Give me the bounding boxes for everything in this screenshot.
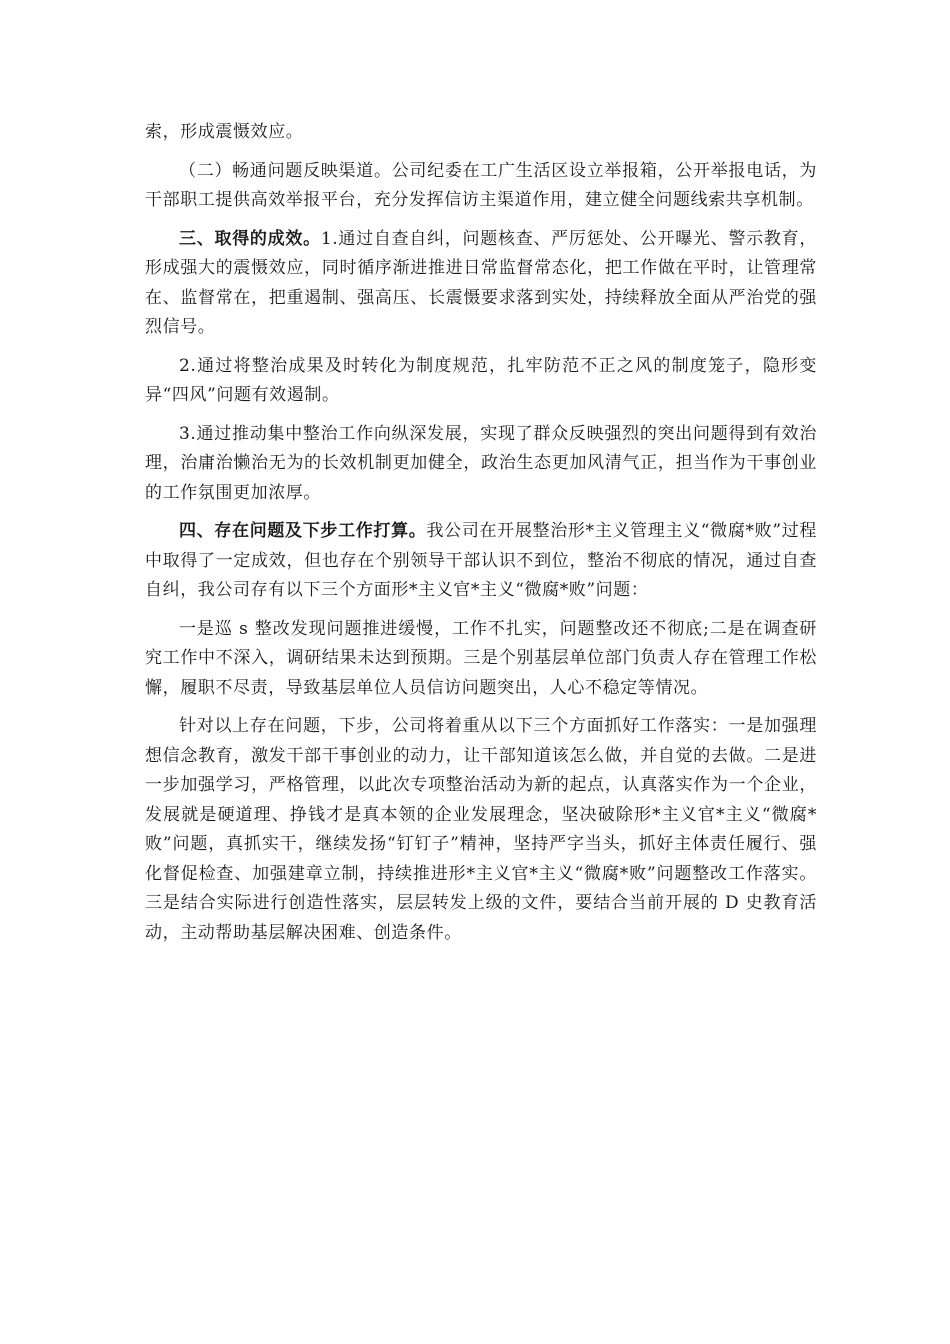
paragraph-achievement-2: [145, 352, 817, 411]
paragraph-text: 1.通过自查自纠，问题核查、严厉惩处、公开曝光、警示教育，形成强大的震慑效应，同时循序渐进推进日常监督常态化，把工作做在平时，让管理常在、监督常在，把重遏制、强高压、长震慑要求落到实处，持续释放全面从严治党的强烈信号。: [145, 228, 817, 337]
section-heading: 三、取得的成效。: [179, 228, 321, 249]
section-heading: 四、存在问题及下步工作打算。: [179, 521, 427, 541]
paragraph-problem-list: [145, 615, 817, 704]
paragraph-text: 3.通过推动集中整治工作向纵深发展，实现了群众反映强烈的突出问题得到有效治理，治庸治懒治无为的长效机制更加健全，政治生态更加风清气正，担当作为干事创业的工作氛围更加浓厚。: [145, 423, 817, 503]
paragraph-problems: [145, 517, 817, 606]
document-body: [145, 118, 817, 957]
paragraph-reporting-channels: [145, 157, 817, 216]
paragraph-text: 我公司在开展整治形*主义管理主义“微腐*败”过程中取得了一定成效，但也存在个别领导干部认识不到位，整治不彻底的情况，通过自查自纠，我公司存有以下三个方面形*主义官*主义“微腐*败”问题：: [145, 521, 817, 600]
paragraph-text: （二）畅通问题反映渠道。公司纪委在工广生活区设立举报箱，公开举报电话，为干部职工提供高效举报平台，充分发挥信访主渠道作用，建立健全问题线索共享机制。: [145, 160, 817, 210]
paragraph-text: 针对以上存在问题，下步，公司将着重从以下三个方面抓好工作落实：一是加强理想信念教育，激发干部干事创业的动力，让干部知道该怎么做，并自觉的去做。二是进一步加强学习，严格管理，以此次专项整治活动为新的起点，认真落实作为一个企业，发展就是硬道理、挣钱才是真本领的企业发展理念，坚决破除形*主义官*主义“微腐*败”问题，真抓实干，继续发扬“钉钉子”精神，坚持严字当头，抓好主体责任履行、强化督促检查、加强建章立制，持续推进形*主义官*主义“微腐*败”问题整改工作落实。三是结合实际进行创造性落实，层层转发上级的文件，要结合当前开展的 D 史教育活动，主动帮助基层解决困难、创造条件。: [145, 716, 817, 943]
paragraph-achievement-3: [145, 420, 817, 509]
paragraph-continuation: [145, 118, 817, 148]
paragraph-text: 索，形成震慑效应。: [145, 122, 304, 142]
paragraph-text: 2.通过将整治成果及时转化为制度规范，扎牢防范不正之风的制度笼子，隐形变异“四风”问题有效遏制。: [145, 355, 817, 405]
paragraph-next-steps: [145, 712, 817, 948]
paragraph-achievements: [145, 225, 817, 343]
paragraph-text: 一是巡 s 整改发现问题推进缓慢，工作不扎实，问题整改还不彻底;二是在调查研究工作中不深入，调研结果未达到预期。三是个别基层单位部门负责人存在管理工作松懈，履职不尽责，导致基层单位人员信访问题突出，人心不稳定等情况。: [145, 618, 817, 698]
